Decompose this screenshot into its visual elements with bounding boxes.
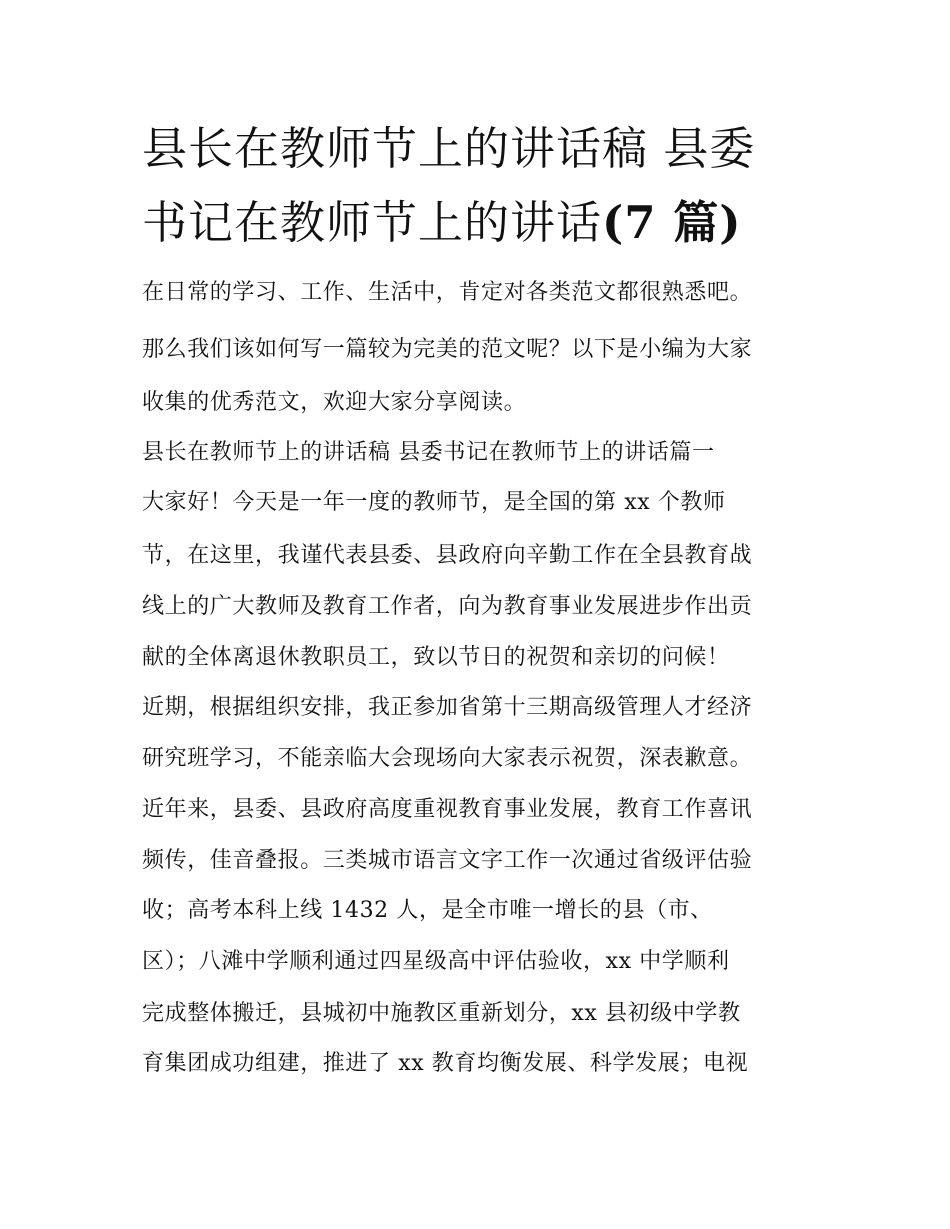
title-line-1: 县长在教师节上的讲话稿 县委 [142, 122, 756, 175]
body-line: 大家好！今天是一年一度的教师节，是全国的第 xx 个教师 [142, 490, 726, 515]
section-heading: 县长在教师节上的讲话稿 县委书记在教师节上的讲话篇一 [142, 440, 715, 465]
body-line: 研究班学习，不能亲临大会现场向大家表示祝贺，深表歉意。 [142, 746, 753, 771]
body-line: 频传，佳音叠报。三类城市语言文字工作一次通过省级评估验 [142, 848, 753, 873]
body-line: 献的全体离退休教职员工，致以节日的祝贺和亲切的问候！ [142, 645, 730, 670]
body-line: 近年来，县委、县政府高度重视教育事业发展，教育工作喜讯 [142, 797, 753, 822]
body-line: 那么我们该如何写一篇较为完美的范文呢？以下是小编为大家 [142, 337, 753, 362]
body-line: 线上的广大教师及教育工作者，向为教育事业发展进步作出贡 [142, 594, 753, 619]
body-line: 区）；八滩中学顺利通过四星级高中评估验收，xx 中学顺利 [142, 949, 730, 974]
body-line: 节，在这里，我谨代表县委、县政府向辛勤工作在全县教育战 [142, 543, 753, 568]
body-line: 近期，根据组织安排，我正参加省第十三期高级管理人才经济 [142, 695, 753, 720]
body-line: 收；高考本科上线 1432 人，是全市唯一增长的县（市、 [142, 898, 713, 923]
body-line: 完成整体搬迁，县城初中施教区重新划分，xx 县初级中学教 [142, 1001, 741, 1026]
body-line: 在日常的学习、工作、生活中，肯定对各类范文都很熟悉吧。 [142, 280, 753, 305]
body-line: 收集的优秀范文，欢迎大家分享阅读。 [142, 390, 527, 415]
title-line-2: 书记在教师节上的讲话 [142, 196, 603, 249]
title-paren: (7 篇) [602, 196, 742, 249]
body-line: 育集团成功组建，推进了 xx 教育均衡发展、科学发展；电视 [142, 1051, 749, 1076]
document-title [142, 112, 822, 260]
